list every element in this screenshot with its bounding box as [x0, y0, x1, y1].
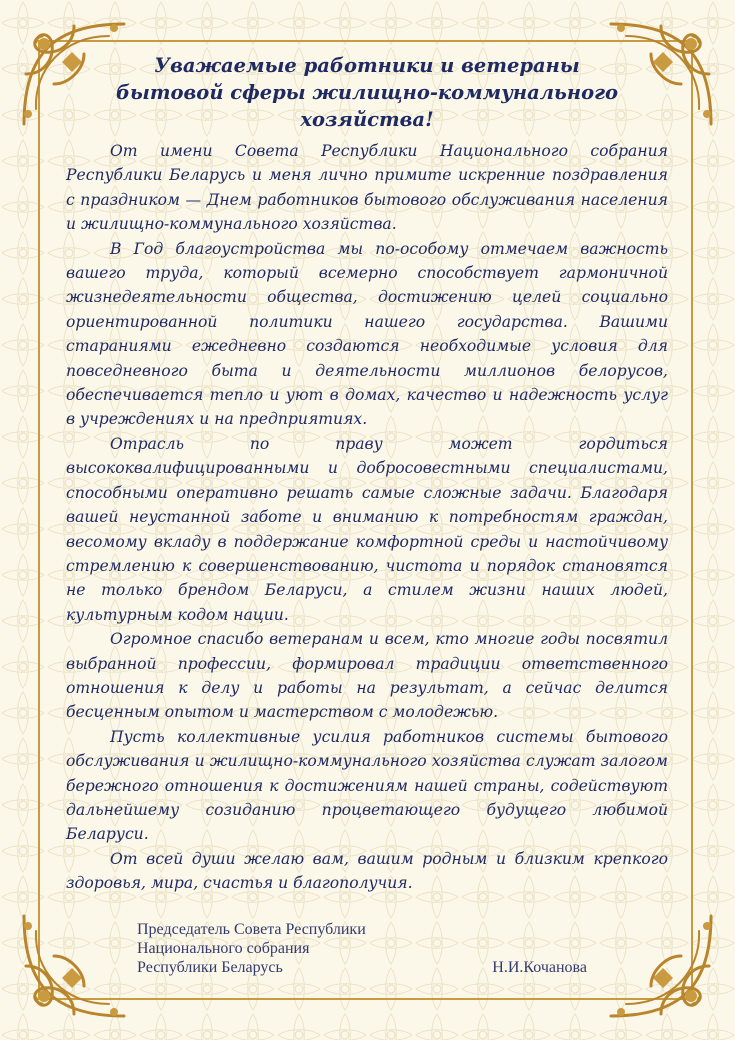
- paragraph: Пусть коллективные усилия работников системы бытового обслуживания и жилищно-коммунального хозяйства служат залогом бережного отношения к достижениям нашей страны, содействуют дальнейшему созиданию процветающего будущего любимой Беларуси.: [66, 727, 668, 844]
- signer-position-line-2: Национального собрания: [137, 940, 310, 957]
- signer-position-line-1: Председатель Совета Республики: [137, 921, 366, 938]
- signer-name: Н.И.Кочанова: [492, 959, 587, 976]
- letter-body: [66, 52, 668, 896]
- signature-block: [137, 920, 607, 977]
- paragraph: От имени Совета Республики Национального собрания Республики Беларусь и меня лично примите искренние поздравления с праздником — Днем работников бытового обслуживания населения и жилищно-коммунального хозяйства.: [66, 142, 668, 234]
- signer-position-line-3: Республики Беларусь: [137, 959, 283, 976]
- paragraph: От всей души желаю вам, вашим родным и близким крепкого здоровья, мира, счастья и благополучия.: [66, 849, 668, 893]
- corner-ornament-icon: [14, 906, 134, 1026]
- paragraph: Огромное спасибо ветеранам и всем, кто многие годы посвятил выбранной профессии, формировал традиции ответственного отношения к делу и работы на результат, а сейчас делится бесценным опытом и мастерством с молодежью.: [66, 630, 668, 722]
- corner-ornament-icon: [601, 906, 721, 1026]
- paragraph: В Год благоустройства мы по-особому отмечаем важность вашего труда, который всемерно способствует гармоничной жизнедеятельности общества, достижению целей социально ориентированной политики нашего государства. Вашими стараниями ежедневно создаются необходимые условия для повседневного быта и деятельности миллионов белорусов, обеспечивается тепло и уют в домах, качество и надежность услуг в учреждениях и на предприятиях.: [66, 239, 668, 429]
- title-line-2: бытовой сферы жилищно-коммунального хозяйства!: [115, 81, 619, 131]
- letter-title: [66, 52, 668, 133]
- paragraph: Отрасль по праву может гордиться высококвалифицированными и добросовестными специалистами, способными оперативно решать самые сложные задачи. Благодаря вашей неустанной заботе и вниманию к потребностям граждан, весомому вкладу в поддержание комфортной среды и настойчивому стремлению к совершенствованию, чистота и порядок становятся не только брендом Беларуси, а стилем жизни наших людей, культурным кодом нации.: [66, 434, 668, 624]
- title-line-1: Уважаемые работники и ветераны: [154, 54, 580, 77]
